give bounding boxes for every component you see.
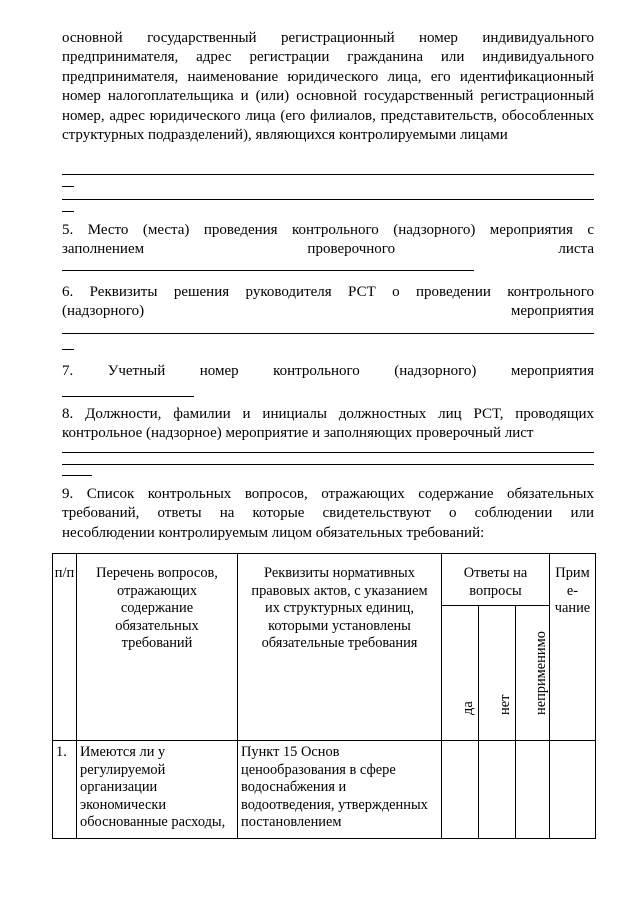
- header-answer-no: [479, 606, 516, 741]
- header-answers: Ответы на вопросы: [442, 554, 550, 606]
- fill-in-line: [62, 396, 194, 397]
- fill-in-line: [62, 475, 92, 476]
- header-note: Прим е- чание: [550, 554, 596, 741]
- section-6-decision: [62, 283, 594, 322]
- fill-in-line: [62, 464, 594, 465]
- table-header-row: [53, 554, 596, 606]
- fill-in-line-end: [62, 211, 74, 212]
- table-row: [53, 741, 596, 839]
- section-7-record-number: [62, 362, 594, 381]
- paragraph-line: требований, ответы на которые свидетельствуют о соблюдении или: [62, 505, 594, 522]
- section-9-question-list: [62, 485, 594, 543]
- paragraph-line: несоблюдении контролируемым лицом обязательных требований:: [62, 524, 485, 541]
- header-answer-na: [516, 606, 550, 741]
- row-number: 1.: [53, 741, 77, 839]
- section-5-place: [62, 221, 594, 260]
- paragraph-line: (надзорного) мероприятия: [62, 303, 594, 320]
- fill-in-line: [62, 199, 594, 200]
- paragraph-line: номер, адрес юридического лица (его филиалов, представительств, обособленных: [62, 107, 594, 124]
- checklist-table: [52, 553, 596, 839]
- fill-in-line-end: [62, 186, 74, 187]
- paragraph-line: контрольное (надзорное) мероприятие и заполняющих проверочный лист: [62, 425, 534, 442]
- fill-in-line: [62, 270, 474, 271]
- header-answer-yes-label: да: [460, 700, 476, 715]
- paragraph-line: 8. Должности, фамилии и инициалы должностных лиц РСТ, проводящих: [62, 406, 594, 422]
- paragraph-line: основной государственный регистрационный номер индивидуального: [62, 30, 594, 46]
- fill-in-line: [62, 333, 594, 334]
- fill-in-line-end: [62, 349, 74, 350]
- paragraph-line: структурных подразделений), являющихся контролируемыми лицами: [62, 127, 508, 144]
- row-answer-na[interactable]: [516, 741, 550, 839]
- header-questions: Перечень вопросов, отражающих содержание обязательных требований: [77, 554, 238, 741]
- row-answer-no[interactable]: [479, 741, 516, 839]
- header-answer-yes: [442, 606, 479, 741]
- row-note[interactable]: [550, 741, 596, 839]
- fill-in-line: [62, 174, 594, 175]
- fill-in-line: [62, 452, 594, 453]
- paragraph-line: 5. Место (места) проведения контрольного (надзорного) мероприятия с: [62, 222, 594, 238]
- row-answer-yes[interactable]: [442, 741, 479, 839]
- paragraph-line: предпринимателя, адрес регистрации гражданина или индивидуального: [62, 49, 594, 66]
- header-answer-na-label: неприменимо: [532, 630, 549, 715]
- paragraph-line: 7. Учетный номер контрольного (надзорного) мероприятия: [62, 363, 594, 379]
- header-answer-no-label: нет: [497, 694, 513, 715]
- header-requisites: Реквизиты нормативных правовых актов, с указанием их структурных единиц, которыми установлены обязательные требования: [238, 554, 442, 741]
- paragraph-line: предпринимателя, наименование юридического лица, его идентификационный: [62, 68, 594, 85]
- paragraph-line: номер налогоплательщика и (или) основной государственный регистрационный: [62, 88, 594, 105]
- header-number: п/п: [53, 554, 77, 741]
- paragraph-line: заполнением проверочного листа: [62, 241, 594, 258]
- section-8-officials: [62, 405, 594, 444]
- paragraph-line: 6. Реквизиты решения руководителя РСТ о проведении контрольного: [62, 284, 594, 300]
- row-question: Имеются ли у регулируемой организации экономически обоснованные расходы,: [77, 741, 238, 839]
- owner-details-paragraph: [62, 29, 594, 145]
- row-requisite: Пункт 15 Основ ценообразования в сфере водоснабжения и водоотведения, утвержденных постановлением: [238, 741, 442, 839]
- paragraph-line: 9. Список контрольных вопросов, отражающих содержание обязательных: [62, 486, 594, 502]
